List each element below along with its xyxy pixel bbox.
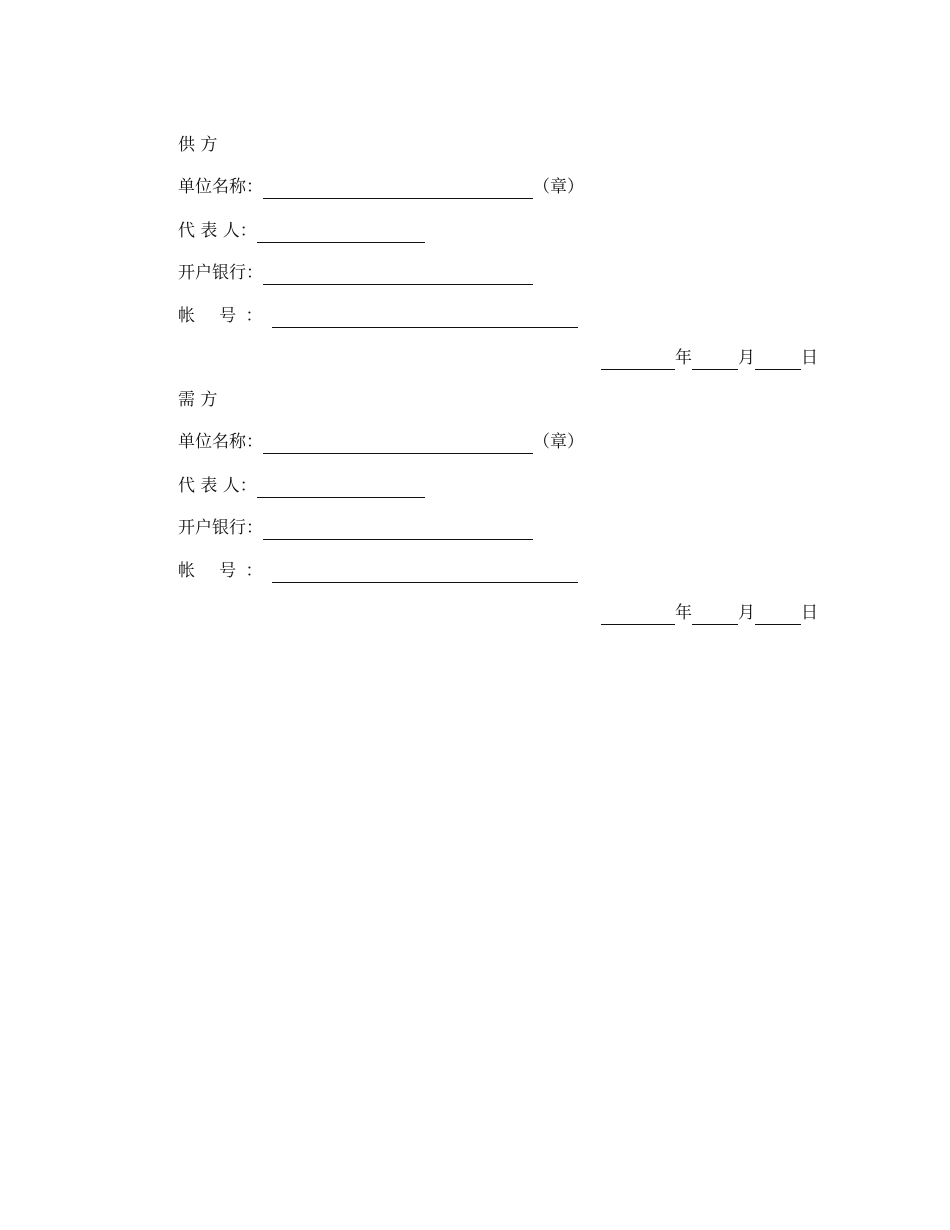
supplier-bank-label: 开户银行： — [178, 263, 263, 283]
buyer-month-label: 月 — [738, 603, 755, 623]
buyer-seal-label: （章） — [533, 432, 584, 452]
supplier-year-field[interactable] — [601, 350, 675, 370]
supplier-account-field[interactable] — [272, 308, 578, 328]
buyer-year-label: 年 — [675, 603, 692, 623]
buyer-unit-name-row — [178, 430, 584, 454]
supplier-representative-row — [178, 219, 425, 243]
supplier-bank-field[interactable] — [263, 265, 533, 285]
buyer-account-label: 帐 号： — [178, 561, 272, 581]
buyer-month-field[interactable] — [692, 605, 738, 625]
supplier-day-label: 日 — [801, 348, 818, 368]
buyer-unit-name-field[interactable] — [263, 434, 533, 454]
buyer-bank-row — [178, 516, 533, 540]
supplier-month-field[interactable] — [692, 350, 738, 370]
supplier-day-field[interactable] — [755, 350, 801, 370]
supplier-unit-name-label: 单位名称： — [178, 177, 263, 197]
supplier-bank-row — [178, 261, 533, 285]
supplier-unit-name-field[interactable] — [263, 179, 533, 199]
supplier-heading-text: 供 方 — [178, 135, 218, 155]
supplier-representative-label: 代 表 人： — [178, 221, 257, 241]
supplier-section — [178, 133, 818, 373]
supplier-representative-field[interactable] — [257, 223, 425, 243]
buyer-year-field[interactable] — [601, 605, 675, 625]
supplier-unit-name-row — [178, 175, 584, 199]
buyer-date-row — [601, 601, 818, 625]
supplier-seal-label: （章） — [533, 177, 584, 197]
buyer-unit-name-label: 单位名称： — [178, 432, 263, 452]
supplier-year-label: 年 — [675, 348, 692, 368]
buyer-account-field[interactable] — [272, 563, 578, 583]
buyer-representative-label: 代 表 人： — [178, 476, 257, 496]
supplier-heading — [178, 133, 217, 157]
buyer-day-field[interactable] — [755, 605, 801, 625]
buyer-bank-label: 开户银行： — [178, 518, 263, 538]
buyer-day-label: 日 — [801, 603, 818, 623]
supplier-account-row — [178, 304, 578, 328]
supplier-account-label: 帐 号： — [178, 306, 272, 326]
buyer-section — [178, 388, 818, 628]
buyer-representative-field[interactable] — [257, 478, 425, 498]
buyer-heading — [178, 388, 217, 412]
buyer-bank-field[interactable] — [263, 520, 533, 540]
buyer-heading-text: 需 方 — [178, 390, 218, 410]
buyer-account-row — [178, 559, 578, 583]
supplier-date-row — [601, 346, 818, 370]
supplier-month-label: 月 — [738, 348, 755, 368]
buyer-representative-row — [178, 474, 425, 498]
